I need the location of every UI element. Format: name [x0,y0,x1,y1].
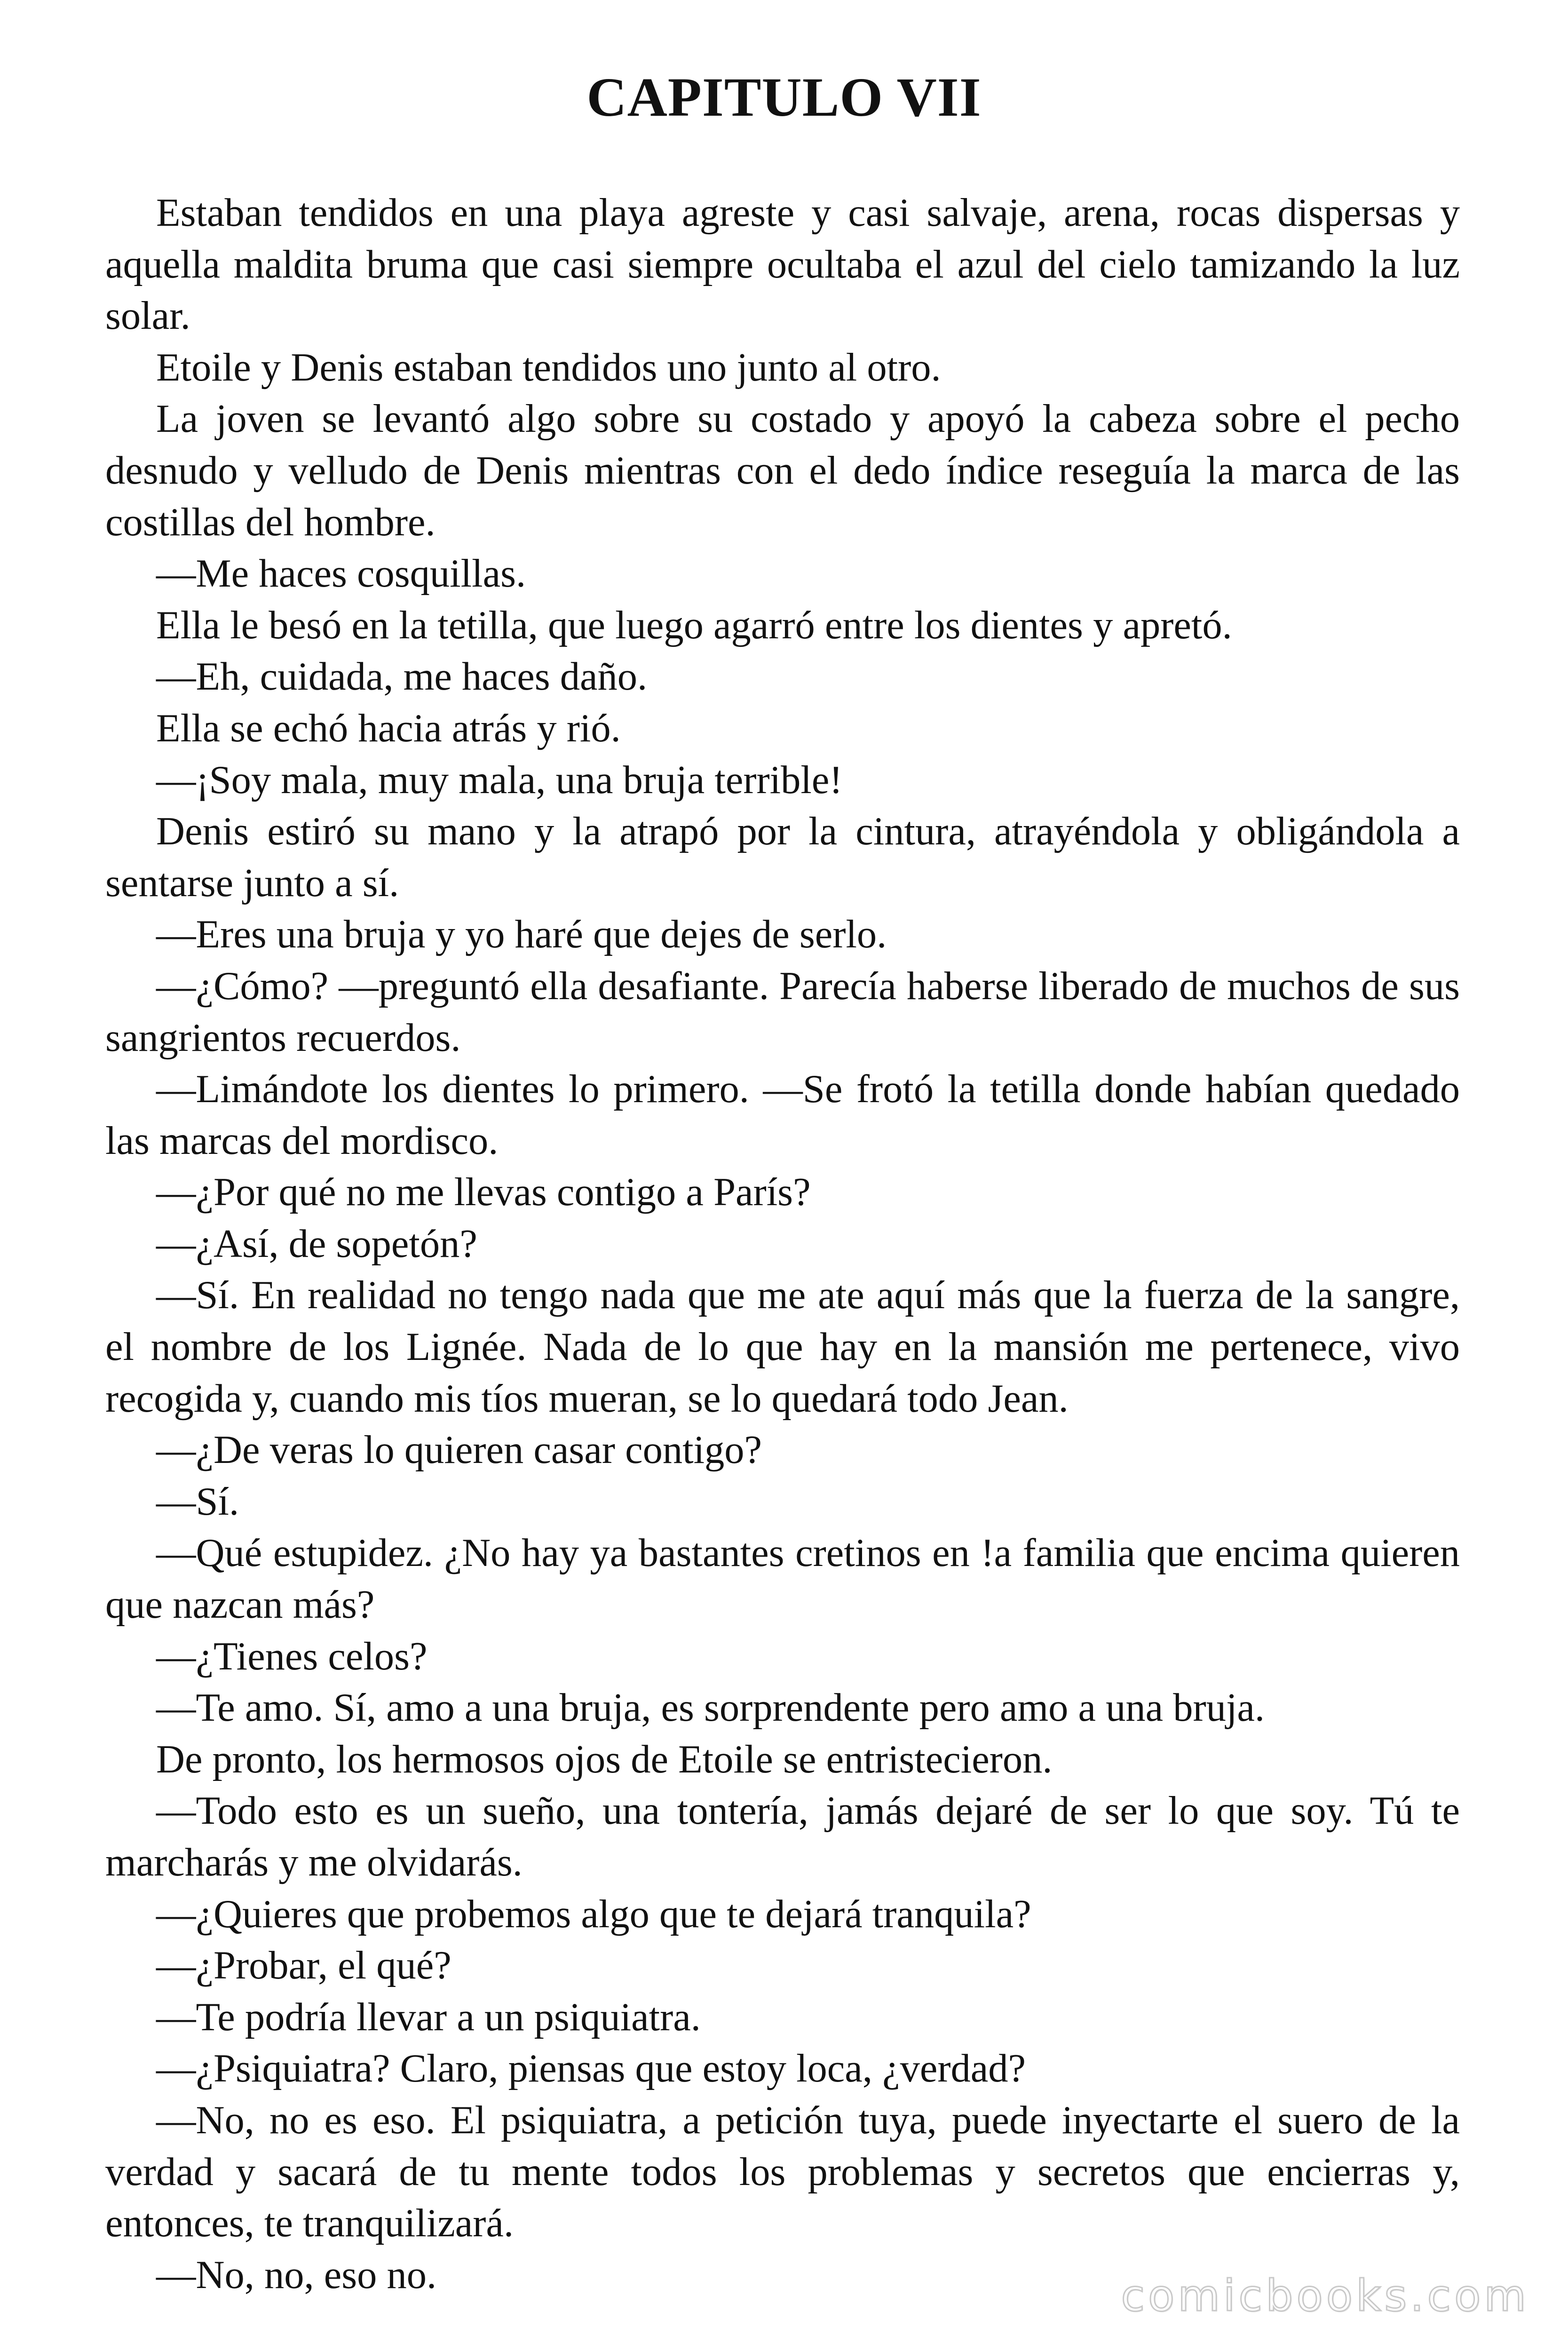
dialogue-line: —Eh, cuidada, me haces daño. [156,655,648,699]
paragraph: La joven se levantó algo sobre su costado y apoyó la cabeza sobre el pecho desnudo y velludo de Denis mientras con el dedo índice reseguía la marca de las costillas del hombre. [105,397,1460,544]
dialogue-line: —¿Quieres que probemos algo que te dejará tranquila? [156,1892,1031,1936]
chapter-title: CAPITULO VII [586,66,982,128]
site-watermark: comicbooks.com [1121,2271,1529,2321]
dialogue-line: —Me haces cosquillas. [156,552,526,596]
paragraph: Estaban tendidos en una playa agreste y casi salvaje, arena, rocas dispersas y aquella maldita bruma que casi siempre ocultaba el azul del cielo tamizando la luz solar. [105,191,1460,338]
paragraph: De pronto, los hermosos ojos de Etoile se entristecieron. [156,1737,1053,1781]
dialogue-line: —¿Así, de sopetón? [156,1222,477,1266]
paragraph: Etoile y Denis estaban tendidos uno junto al otro. [156,345,941,389]
dialogue-line: —¿Probar, el qué? [156,1944,451,1988]
paragraph: Denis estiró su mano y la atrapó por la cintura, atrayéndola y obligándola a sentarse junto a sí. [105,810,1460,905]
dialogue-line: —¿Tienes celos? [156,1634,428,1678]
dialogue-line: —Te podría llevar a un psiquiatra. [156,1995,701,2039]
dialogue-line: —Sí. [156,1479,239,1524]
dialogue-line: —Eres una bruja y yo haré que dejes de serlo. [156,913,887,957]
dialogue-line: —Te amo. Sí, amo a una bruja, es sorprendente pero amo a una bruja. [156,1686,1265,1730]
dialogue-line: —Sí. En realidad no tengo nada que me ate aquí más que la fuerza de la sangre, el nombre de los Lignée. Nada de lo que hay en la mansión me pertenece, vivo recogida y, cuando mis tíos mueran, se lo quedará todo Jean. [105,1273,1460,1421]
dialogue-line: —No, no, eso no. [156,2253,437,2297]
dialogue-line: —Todo esto es un sueño, una tontería, jamás dejaré de ser lo que soy. Tú te marcharás y me olvidarás. [105,1789,1460,1884]
paragraph: Ella le besó en la tetilla, que luego agarró entre los dientes y apretó. [156,603,1232,647]
dialogue-line: —Limándote los dientes lo primero. —Se frotó la tetilla donde habían quedado las marcas del mordisco. [105,1067,1460,1163]
chapter-body [105,187,1460,2301]
dialogue-line: —¿Cómo? —preguntó ella desafiante. Parecía haberse liberado de muchos de sus sangrientos recuerdos. [105,964,1460,1060]
dialogue-line: —¿Por qué no me llevas contigo a París? [156,1170,811,1215]
dialogue-line: —Qué estupidez. ¿No hay ya bastantes cretinos en !a familia que encima quieren que nazcan más? [105,1531,1460,1627]
dialogue-line: —¡Soy mala, muy mala, una bruja terrible! [156,758,843,802]
dialogue-line: —¿De veras lo quieren casar contigo? [156,1428,762,1472]
dialogue-line: —¿Psiquiatra? Claro, piensas que estoy loca, ¿verdad? [156,2047,1026,2091]
dialogue-line: —No, no es eso. El psiquiatra, a petición tuya, puede inyectarte el suero de la verdad y sacará de tu mente todos los problemas y secretos que encierras y, entonces, te tranquilizará. [105,2098,1460,2246]
paragraph: Ella se echó hacia atrás y rió. [156,706,621,750]
